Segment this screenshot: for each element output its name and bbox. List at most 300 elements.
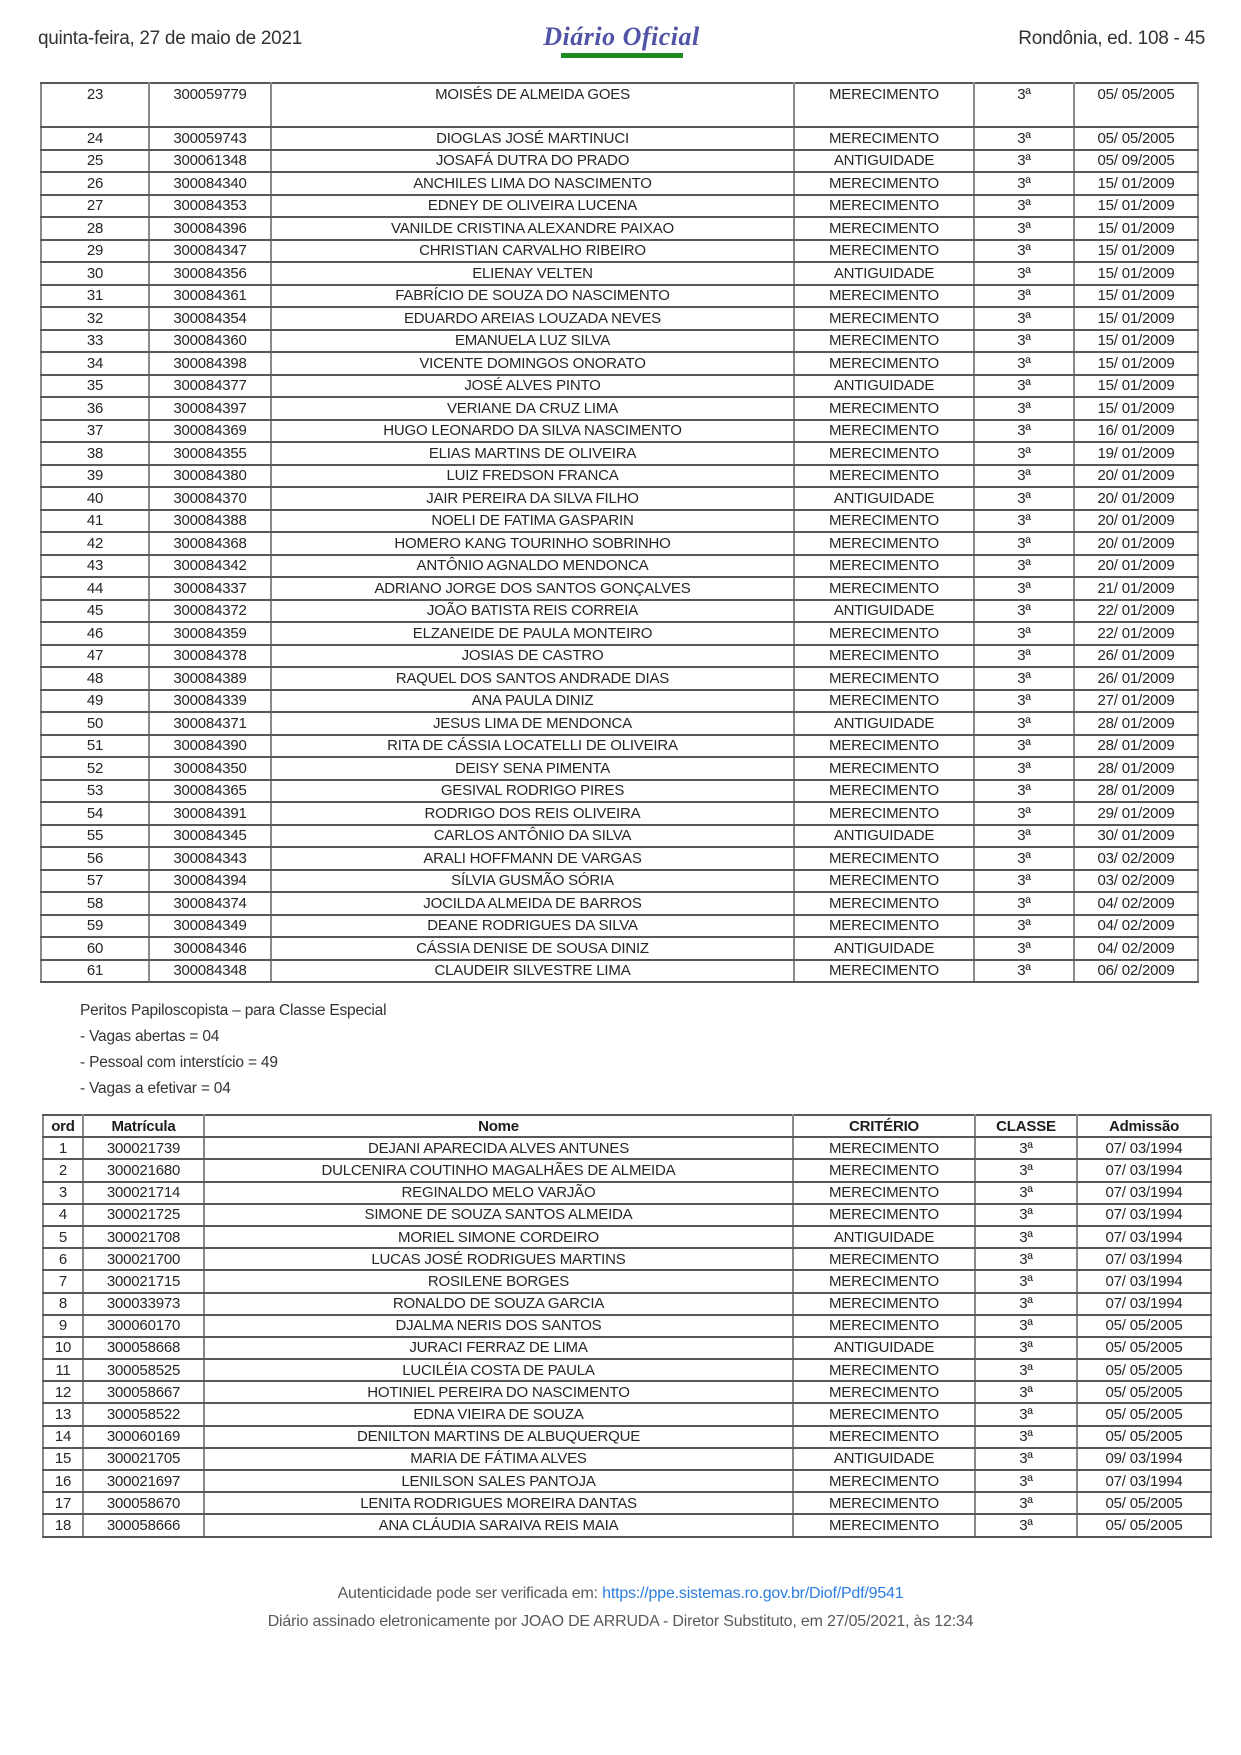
table-cell: MERECIMENTO (794, 960, 974, 983)
table-cell: 3ª (974, 825, 1074, 848)
table-cell: ELIENAY VELTEN (271, 262, 794, 285)
table-cell: 3ª (974, 577, 1074, 600)
table-cell: 300059743 (149, 127, 271, 150)
table-cell: 26/ 01/2009 (1074, 645, 1198, 668)
header-date: quinta-feira, 27 de maio de 2021 (38, 28, 302, 49)
table-cell: VERIANE DA CRUZ LIMA (271, 397, 794, 420)
table-cell: 300058525 (83, 1359, 204, 1381)
table-cell: 54 (41, 802, 149, 825)
table-cell: 07/ 03/1994 (1077, 1293, 1211, 1315)
table-cell: 52 (41, 757, 149, 780)
table-cell: 39 (41, 465, 149, 488)
table-cell: 300084369 (149, 420, 271, 443)
table-cell: DIOGLAS JOSÉ MARTINUCI (271, 127, 794, 150)
table-cell: 51 (41, 735, 149, 758)
table-cell: DULCENIRA COUTINHO MAGALHÃES DE ALMEIDA (204, 1159, 793, 1181)
table-cell: MERECIMENTO (793, 1270, 975, 1292)
table-cell: 300084346 (149, 937, 271, 960)
table-cell: 3ª (974, 217, 1074, 240)
table-cell: 3ª (974, 915, 1074, 938)
table-cell: 300084388 (149, 510, 271, 533)
table-cell: 49 (41, 690, 149, 713)
table-cell: ANA PAULA DINIZ (271, 690, 794, 713)
table-cell: 300084365 (149, 780, 271, 803)
table-cell: ELIAS MARTINS DE OLIVEIRA (271, 442, 794, 465)
table-cell: 13 (43, 1403, 83, 1425)
table-cell: JESUS LIMA DE MENDONCA (271, 712, 794, 735)
table-row (41, 735, 1198, 758)
table-cell: LENILSON SALES PANTOJA (204, 1470, 793, 1492)
table-cell: MERECIMENTO (794, 735, 974, 758)
table-cell: 48 (41, 667, 149, 690)
table-cell: 3ª (974, 352, 1074, 375)
table-cell: 3ª (974, 127, 1074, 150)
table-cell: 31 (41, 285, 149, 308)
table-cell: 15/ 01/2009 (1074, 375, 1198, 398)
table-cell: 300058670 (83, 1492, 204, 1514)
table-cell: HOTINIEL PEREIRA DO NASCIMENTO (204, 1381, 793, 1403)
table-cell: MERECIMENTO (793, 1359, 975, 1381)
table-cell: MARIA DE FÁTIMA ALVES (204, 1448, 793, 1470)
table-cell: 3ª (974, 870, 1074, 893)
table-cell: MERECIMENTO (794, 465, 974, 488)
table-cell: 07/ 03/1994 (1077, 1248, 1211, 1270)
page-footer (0, 1580, 1241, 1636)
table-cell: 22/ 01/2009 (1074, 600, 1198, 623)
table-cell: 300084389 (149, 667, 271, 690)
table-cell: 300021725 (83, 1204, 204, 1226)
table-row (41, 667, 1198, 690)
table-cell: ARALI HOFFMANN DE VARGAS (271, 847, 794, 870)
table-row (41, 330, 1198, 353)
table-row (43, 1226, 1211, 1248)
table-cell: SÍLVIA GUSMÃO SÓRIA (271, 870, 794, 893)
table-cell: 07/ 03/1994 (1077, 1137, 1211, 1159)
table-row (41, 892, 1198, 915)
table-cell: 07/ 03/1994 (1077, 1270, 1211, 1292)
table-cell: 300084374 (149, 892, 271, 915)
table-cell: 29/ 01/2009 (1074, 802, 1198, 825)
table-cell: 3ª (974, 397, 1074, 420)
table-cell: 300059779 (149, 83, 271, 127)
table-cell: ANTIGUIDADE (794, 712, 974, 735)
table-cell: MERECIMENTO (794, 645, 974, 668)
table-cell: 3ª (975, 1448, 1077, 1470)
table-cell: 05/ 05/2005 (1077, 1359, 1211, 1381)
table-cell: 3ª (974, 622, 1074, 645)
table-cell: ANTIGUIDADE (794, 937, 974, 960)
table-row (41, 465, 1198, 488)
table-row (41, 960, 1198, 983)
table-cell: 41 (41, 510, 149, 533)
table-cell: MERECIMENTO (794, 780, 974, 803)
table-cell: 2 (43, 1159, 83, 1181)
table-cell: EDNEY DE OLIVEIRA LUCENA (271, 195, 794, 218)
table-cell: MERECIMENTO (793, 1315, 975, 1337)
footer-authenticity-line (0, 1580, 1241, 1608)
table-cell: 15/ 01/2009 (1074, 307, 1198, 330)
table-row (41, 150, 1198, 173)
table-cell: MERECIMENTO (794, 757, 974, 780)
table-cell: 33 (41, 330, 149, 353)
table-cell: CARLOS ANTÔNIO DA SILVA (271, 825, 794, 848)
table-cell: 05/ 09/2005 (1074, 150, 1198, 173)
table-cell: DJALMA NERIS DOS SANTOS (204, 1315, 793, 1337)
table-cell: 3ª (975, 1182, 1077, 1204)
table-cell: 14 (43, 1426, 83, 1448)
table-row (41, 195, 1198, 218)
table-cell: 43 (41, 555, 149, 578)
table-cell: 300084360 (149, 330, 271, 353)
table-cell: JOÃO BATISTA REIS CORREIA (271, 600, 794, 623)
table-cell: 25 (41, 150, 149, 173)
table-cell: 300084391 (149, 802, 271, 825)
table-cell: LUCILÉIA COSTA DE PAULA (204, 1359, 793, 1381)
table-row (41, 690, 1198, 713)
table-cell: 44 (41, 577, 149, 600)
table-cell: MERECIMENTO (793, 1403, 975, 1425)
table-cell: ELZANEIDE DE PAULA MONTEIRO (271, 622, 794, 645)
table-cell: 300084370 (149, 487, 271, 510)
table-cell: 3ª (974, 420, 1074, 443)
table-row (41, 397, 1198, 420)
table-cell: 30/ 01/2009 (1074, 825, 1198, 848)
table-cell: MERECIMENTO (794, 532, 974, 555)
table-cell: 56 (41, 847, 149, 870)
masthead (543, 24, 700, 58)
table-cell: 300084349 (149, 915, 271, 938)
table-cell: ANTIGUIDADE (794, 825, 974, 848)
table-cell: 12 (43, 1381, 83, 1403)
table-cell: MERECIMENTO (794, 555, 974, 578)
table-cell: ANTIGUIDADE (794, 262, 974, 285)
table-cell: 06/ 02/2009 (1074, 960, 1198, 983)
table-cell: 300084342 (149, 555, 271, 578)
table-cell: 22/ 01/2009 (1074, 622, 1198, 645)
table-row (41, 712, 1198, 735)
table-cell: 300084345 (149, 825, 271, 848)
table-row (43, 1448, 1211, 1470)
table-cell: 46 (41, 622, 149, 645)
table-cell: 300060169 (83, 1426, 204, 1448)
table-row (41, 352, 1198, 375)
table-cell: ANTIGUIDADE (794, 150, 974, 173)
footer-signature-line: Diário assinado eletronicamente por JOAO DE ARRUDA - Diretor Substituto, em 27/05/2021, às 12:34 (267, 1612, 974, 1630)
table-cell: 15/ 01/2009 (1074, 285, 1198, 308)
col-header-classe: CLASSE (975, 1115, 1077, 1137)
table-cell: JOSÉ ALVES PINTO (271, 375, 794, 398)
table-row (43, 1492, 1211, 1514)
table-cell: 16 (43, 1470, 83, 1492)
table-cell: 3ª (974, 690, 1074, 713)
table-cell: 05/ 05/2005 (1077, 1403, 1211, 1425)
table-cell: 3ª (974, 757, 1074, 780)
table-cell: 3ª (974, 600, 1074, 623)
authenticity-link[interactable]: https://ppe.sistemas.ro.gov.br/Diof/Pdf/9541 (602, 1584, 904, 1602)
table-cell: ANA CLÁUDIA SARAIVA REIS MAIA (204, 1514, 793, 1536)
table-cell: 05/ 05/2005 (1077, 1381, 1211, 1403)
table-cell: MORIEL SIMONE CORDEIRO (204, 1226, 793, 1248)
table-cell: 300084340 (149, 172, 271, 195)
table-cell: 300021708 (83, 1226, 204, 1248)
table-cell: 300033973 (83, 1293, 204, 1315)
table-row (41, 172, 1198, 195)
table-row (41, 510, 1198, 533)
table-cell: LUCAS JOSÉ RODRIGUES MARTINS (204, 1248, 793, 1270)
table-cell: MERECIMENTO (794, 510, 974, 533)
promotion-table-classe-especial (42, 1114, 1212, 1538)
table-cell: 3ª (974, 195, 1074, 218)
masthead-underline (561, 53, 683, 58)
table-cell: 3ª (974, 375, 1074, 398)
table-cell: 3ª (975, 1359, 1077, 1381)
table-cell: 300084337 (149, 577, 271, 600)
table-cell: 05/ 05/2005 (1077, 1337, 1211, 1359)
table-cell: HOMERO KANG TOURINHO SOBRINHO (271, 532, 794, 555)
table-row (43, 1293, 1211, 1315)
table-cell: MERECIMENTO (793, 1137, 975, 1159)
table-cell: 24 (41, 127, 149, 150)
table-row (41, 870, 1198, 893)
table-cell: 300084380 (149, 465, 271, 488)
table-cell: 3ª (974, 847, 1074, 870)
table-cell: ROSILENE BORGES (204, 1270, 793, 1292)
table-cell: 3ª (974, 465, 1074, 488)
table-row (41, 802, 1198, 825)
table-cell: REGINALDO MELO VARJÃO (204, 1182, 793, 1204)
table-cell: 300084359 (149, 622, 271, 645)
table-cell: 3ª (975, 1137, 1077, 1159)
table-cell: 57 (41, 870, 149, 893)
table-cell: MERECIMENTO (794, 397, 974, 420)
table-cell: 15/ 01/2009 (1074, 397, 1198, 420)
table-cell: 05/ 05/2005 (1074, 83, 1198, 127)
table-cell: EDUARDO AREIAS LOUZADA NEVES (271, 307, 794, 330)
table-row (41, 577, 1198, 600)
table-row (41, 757, 1198, 780)
table-row (41, 645, 1198, 668)
table-cell: 3ª (974, 780, 1074, 803)
table-cell: 20/ 01/2009 (1074, 465, 1198, 488)
table-row (41, 780, 1198, 803)
table-cell: EDNA VIEIRA DE SOUZA (204, 1403, 793, 1425)
table-cell: MERECIMENTO (794, 330, 974, 353)
table-cell: 6 (43, 1248, 83, 1270)
col-header-admissao: Admissão (1077, 1115, 1211, 1137)
table-cell: 27 (41, 195, 149, 218)
table-cell: MERECIMENTO (793, 1293, 975, 1315)
table-cell: 3ª (974, 285, 1074, 308)
table-row (41, 825, 1198, 848)
table-cell: 05/ 05/2005 (1077, 1492, 1211, 1514)
table-row (41, 915, 1198, 938)
table-cell: 04/ 02/2009 (1074, 892, 1198, 915)
table-cell: MERECIMENTO (794, 915, 974, 938)
table-row (41, 127, 1198, 150)
table-cell: 300021705 (83, 1448, 204, 1470)
table-cell: 3ª (975, 1315, 1077, 1337)
table-cell: 15/ 01/2009 (1074, 262, 1198, 285)
table-cell: 300084377 (149, 375, 271, 398)
table-row (41, 307, 1198, 330)
table-cell: 29 (41, 240, 149, 263)
table-cell: JOCILDA ALMEIDA DE BARROS (271, 892, 794, 915)
table-cell: 45 (41, 600, 149, 623)
table-cell: 300021739 (83, 1137, 204, 1159)
table-cell: MERECIMENTO (794, 127, 974, 150)
table-cell: 20/ 01/2009 (1074, 487, 1198, 510)
table-cell: 55 (41, 825, 149, 848)
table-cell: 3ª (975, 1426, 1077, 1448)
table-cell: 3ª (975, 1204, 1077, 1226)
table-cell: MERECIMENTO (793, 1248, 975, 1270)
table-cell: 300058668 (83, 1337, 204, 1359)
table-cell: MERECIMENTO (793, 1470, 975, 1492)
table-row (41, 420, 1198, 443)
table-row (41, 487, 1198, 510)
table-cell: 300058522 (83, 1403, 204, 1425)
table-cell: 300084397 (149, 397, 271, 420)
table-cell: 3ª (975, 1226, 1077, 1248)
table-row (43, 1359, 1211, 1381)
table-cell: VANILDE CRISTINA ALEXANDRE PAIXAO (271, 217, 794, 240)
page-header (0, 0, 1241, 58)
table-row (43, 1381, 1211, 1403)
table-cell: 3ª (974, 330, 1074, 353)
table-row (43, 1248, 1211, 1270)
table-cell: 34 (41, 352, 149, 375)
table-cell: ANTIGUIDADE (793, 1226, 975, 1248)
table-cell: RODRIGO DOS REIS OLIVEIRA (271, 802, 794, 825)
table-cell: ANTIGUIDADE (794, 600, 974, 623)
table-cell: 300084343 (149, 847, 271, 870)
table-row (43, 1182, 1211, 1204)
table-cell: MERECIMENTO (794, 870, 974, 893)
table-cell: 19/ 01/2009 (1074, 442, 1198, 465)
table-cell: 07/ 03/1994 (1077, 1204, 1211, 1226)
table-cell: JURACI FERRAZ DE LIMA (204, 1337, 793, 1359)
table-cell: 11 (43, 1359, 83, 1381)
table-row (41, 532, 1198, 555)
footer-authenticity-text: Autenticidade pode ser verificada em: (337, 1584, 603, 1602)
table-cell: 300084356 (149, 262, 271, 285)
table-cell: 15/ 01/2009 (1074, 195, 1198, 218)
table-cell: 300021680 (83, 1159, 204, 1181)
table-cell: 300084353 (149, 195, 271, 218)
table-cell: 3ª (975, 1248, 1077, 1270)
table-cell: 20/ 01/2009 (1074, 532, 1198, 555)
table-cell: 61 (41, 960, 149, 983)
table-cell: JOSIAS DE CASTRO (271, 645, 794, 668)
promotion-table-continued (40, 82, 1199, 983)
table-cell: 300021714 (83, 1182, 204, 1204)
table-row (41, 847, 1198, 870)
table-header-row (43, 1115, 1211, 1137)
table-row (43, 1270, 1211, 1292)
table-cell: 07/ 03/1994 (1077, 1470, 1211, 1492)
section-pessoal-intersticio: - Pessoal com interstício = 49 (80, 1054, 278, 1071)
table-cell: 3ª (975, 1159, 1077, 1181)
table-cell: 21/ 01/2009 (1074, 577, 1198, 600)
table-row (41, 622, 1198, 645)
table-cell: LENITA RODRIGUES MOREIRA DANTAS (204, 1492, 793, 1514)
table-cell: 28/ 01/2009 (1074, 780, 1198, 803)
table-cell: 9 (43, 1315, 83, 1337)
table-cell: JOSAFÁ DUTRA DO PRADO (271, 150, 794, 173)
table-cell: 300060170 (83, 1315, 204, 1337)
table-cell: 05/ 05/2005 (1077, 1514, 1211, 1536)
table-cell: RAQUEL DOS SANTOS ANDRADE DIAS (271, 667, 794, 690)
table-cell: 300058667 (83, 1381, 204, 1403)
table-row (41, 375, 1198, 398)
table-cell: 58 (41, 892, 149, 915)
table-cell: DEJANI APARECIDA ALVES ANTUNES (204, 1137, 793, 1159)
table-cell: MERECIMENTO (794, 240, 974, 263)
table-cell: ADRIANO JORGE DOS SANTOS GONÇALVES (271, 577, 794, 600)
table-cell: MERECIMENTO (794, 847, 974, 870)
header-edition: Rondônia, ed. 108 - 45 (1018, 28, 1205, 49)
table-cell: 3ª (974, 960, 1074, 983)
table-cell: FABRÍCIO DE SOUZA DO NASCIMENTO (271, 285, 794, 308)
table-cell: MERECIMENTO (793, 1492, 975, 1514)
table-cell: 26 (41, 172, 149, 195)
table-cell: 27/ 01/2009 (1074, 690, 1198, 713)
table-cell: 40 (41, 487, 149, 510)
table-cell: DEISY SENA PIMENTA (271, 757, 794, 780)
table-cell: 28/ 01/2009 (1074, 712, 1198, 735)
table-cell: 03/ 02/2009 (1074, 870, 1198, 893)
table-cell: MERECIMENTO (793, 1204, 975, 1226)
table-cell: 300084361 (149, 285, 271, 308)
table-cell: NOELI DE FATIMA GASPARIN (271, 510, 794, 533)
table-cell: 300084390 (149, 735, 271, 758)
table-cell: 3ª (974, 262, 1074, 285)
table-cell: 3ª (974, 510, 1074, 533)
table-cell: MERECIMENTO (794, 195, 974, 218)
table-cell: 3ª (974, 487, 1074, 510)
table-cell: 30 (41, 262, 149, 285)
table-cell: 3ª (975, 1492, 1077, 1514)
section-peritos-papiloscopista (80, 998, 1241, 1102)
table-cell: 20/ 01/2009 (1074, 555, 1198, 578)
table-row (43, 1204, 1211, 1226)
table-cell: 37 (41, 420, 149, 443)
table-cell: MERECIMENTO (794, 352, 974, 375)
table-row (41, 442, 1198, 465)
table-cell: GESIVAL RODRIGO PIRES (271, 780, 794, 803)
table-cell: 300084398 (149, 352, 271, 375)
table-cell: 15 (43, 1448, 83, 1470)
table-cell: 300084354 (149, 307, 271, 330)
table-cell: JAIR PEREIRA DA SILVA FILHO (271, 487, 794, 510)
table-cell: 4 (43, 1204, 83, 1226)
table-cell: 23 (41, 83, 149, 127)
table-cell: MERECIMENTO (794, 577, 974, 600)
table-cell: 3ª (974, 892, 1074, 915)
col-header-ord: ord (43, 1115, 83, 1137)
table-cell: 60 (41, 937, 149, 960)
table-cell: MERECIMENTO (793, 1381, 975, 1403)
section-title: Peritos Papiloscopista – para Classe Especial (80, 1002, 387, 1019)
table-cell: 35 (41, 375, 149, 398)
table-cell: 3ª (974, 645, 1074, 668)
table-cell: 300084350 (149, 757, 271, 780)
table-cell: 3ª (974, 555, 1074, 578)
table-row (41, 262, 1198, 285)
table-cell: VICENTE DOMINGOS ONORATO (271, 352, 794, 375)
table-cell: MERECIMENTO (794, 217, 974, 240)
table-cell: RITA DE CÁSSIA LOCATELLI DE OLIVEIRA (271, 735, 794, 758)
